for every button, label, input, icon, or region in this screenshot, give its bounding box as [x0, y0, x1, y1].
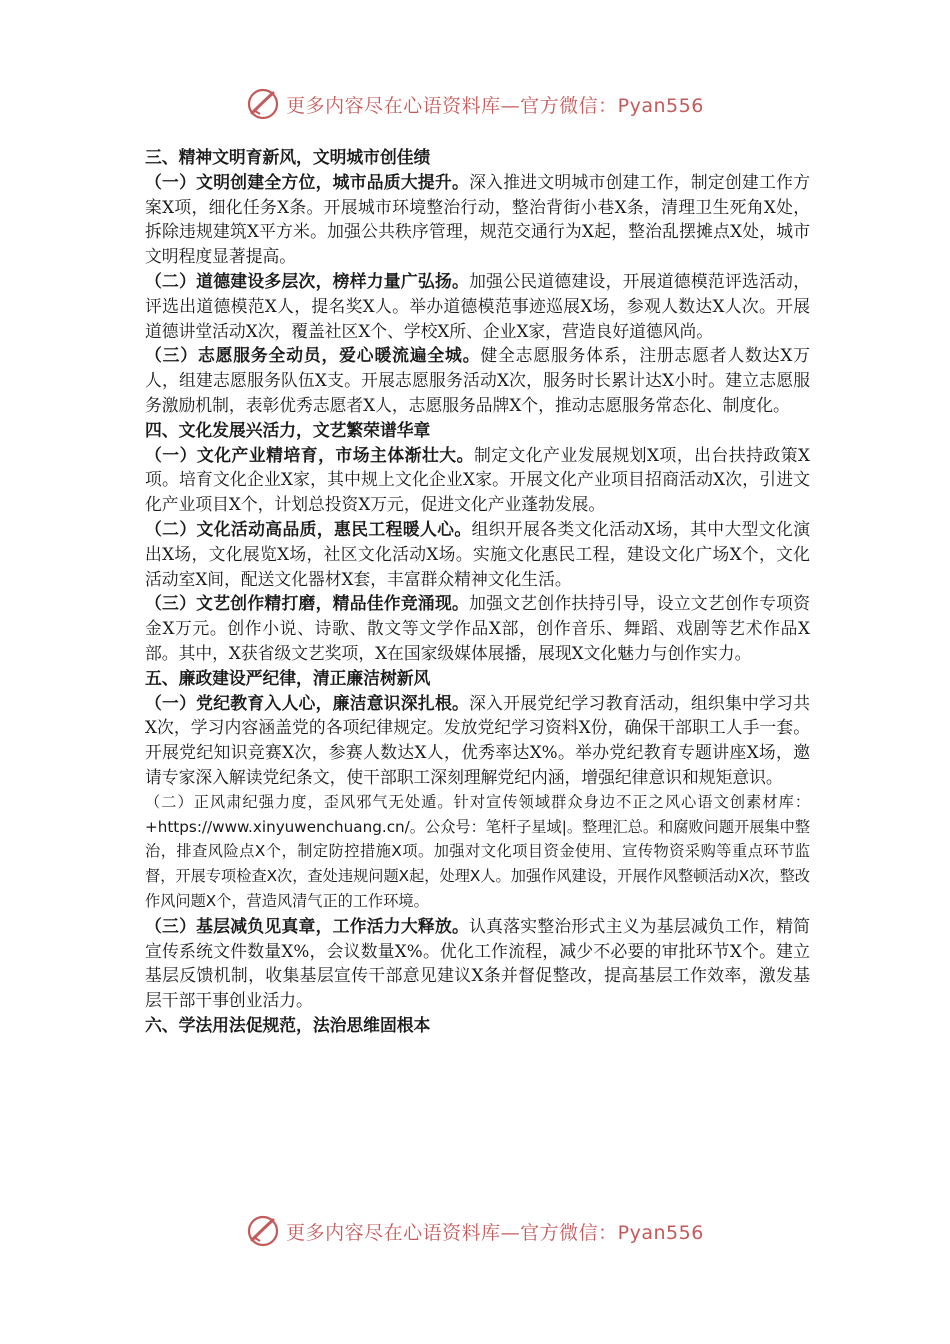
banner-text: 更多内容尽在心语资料库—官方微信：Pyan556 — [286, 94, 704, 117]
paragraph-lead: （一）文明创建全方位，城市品质大提升。 — [145, 171, 470, 192]
paragraph-body: 加强文艺创作扶持引导，设立文艺创作专项资金X万元。创作小说、诗歌、散文等文学作品X部，创作音乐、舞蹈、戏剧等艺术作品X部。其中，X获省级文艺奖项，X在国家级媒体展播，展现X文化魅力与创作实力。 — [145, 593, 810, 663]
section-heading: 五、廉政建设严纪律，清正廉洁树新风 — [145, 667, 431, 688]
paragraph — [145, 591, 810, 665]
paragraph — [145, 517, 810, 591]
wechat-id: Pyan556 — [617, 1221, 704, 1244]
pen-circle-logo-icon — [246, 1214, 280, 1248]
banner-text: 更多内容尽在心语资料库—官方微信：Pyan556 — [286, 1221, 704, 1244]
paragraph-body: 制定文化产业发展规划X项，出台扶持政策X项。培育文化企业X家，其中规上文化企业X家。开展文化产业项目招商活动X次，引进文化产业项目X个，计划总投资X万元，促进文化产业蓬勃发展。 — [145, 444, 810, 515]
wechat-id: Pyan556 — [617, 94, 704, 117]
section-heading: 六、学法用法促规范，法治思维固根本 — [145, 1014, 431, 1035]
paragraph — [145, 170, 810, 269]
paragraph-body: 加强公民道德建设，开展道德模范评选活动，评选出道德模范X人，提名奖X人。举办道德模范事迹巡展X场，参观人数达X人次。开展道德讲堂活动X次，覆盖社区X个、学校X所、企业X家，营造良好道德风尚。 — [145, 270, 810, 341]
paragraph-lead: （一）文化产业精培育，市场主体渐壮大。 — [145, 444, 474, 465]
paragraph-body: 组织开展各类文化活动X场，其中大型文化演出X场，文化展览X场，社区文化活动X场。实施文化惠民工程，建设文化广场X个，文化活动室X间，配送文化器材X套，丰富群众精神文化生活。 — [145, 518, 810, 589]
paragraph-lead: （三）志愿服务全动员，爱心暖流遍全城。 — [145, 345, 481, 366]
document-body — [145, 145, 810, 1038]
paragraph-lead: （一）党纪教育入人心，廉洁意识深扎根。 — [145, 692, 470, 713]
section-heading: 四、文化发展兴活力，文艺繁荣谱华章 — [145, 419, 431, 440]
paragraph — [145, 790, 810, 914]
pen-circle-logo-icon — [246, 87, 280, 121]
paragraph — [145, 914, 810, 1013]
footer-banner — [0, 1211, 950, 1251]
paragraph-body: 健全志愿服务体系，注册志愿者人数达X万人，组建志愿服务队伍X支。开展志愿服务活动X次，服务时长累计达X小时。建立志愿服务激励机制，表彰优秀志愿者X人，志愿服务品牌X个，推动志愿服务常态化、制度化。 — [145, 345, 810, 415]
paragraph-lead: （二）正风肃纪强力度，歪风邪气无处遁。 — [145, 792, 454, 811]
paragraph-body: 深入推进文明城市创建工作，制定创建工作方案X项，细化任务X条。开展城市环境整治行动，整治背街小巷X条，清理卫生死角X处，拆除违规建筑X平方米。加强公共秩序管理，规范交通行为X起，整治乱摆摊点X处，城市文明程度显著提高。 — [145, 171, 810, 267]
paragraph-lead: （二）道德建设多层次，榜样力量广弘扬。 — [145, 270, 470, 291]
paragraph-lead: （三）基层减负见真章，工作活力大释放。 — [145, 915, 470, 936]
paragraph — [145, 343, 810, 417]
paragraph-lead: （二）文化活动高品质，惠民工程暖人心。 — [145, 518, 472, 539]
paragraph-body: 深入开展党纪学习教育活动，组织集中学习共X次，学习内容涵盖党的各项纪律规定。发放党纪学习资料X份，确保干部职工人手一套。开展党纪知识竞赛X次，参赛人数达X人，优秀率达X%。举办党纪教育专题讲座X场，邀请专家深入解读党纪条文，使干部职工深刻理解党纪内涵，增强纪律意识和规矩意识。 — [145, 692, 810, 787]
paragraph-body: 针对宣传领域群众身边不正之风心语文创素材库：+https://www.xinyuwenchuang.cn/。公众号：笔杆子星域|。整理汇总。和腐败问题开展集中整治，排查风险点X个，制定防控措施X项。加强对文化项目资金使用、宣传物资采购等重点环节监督，开展专项检查X次，查处违规问题X起，处理X人。加强作风建设，开展作风整顿活动X次，整改作风问题X个，营造风清气正的工作环境。 — [145, 792, 811, 910]
section-heading: 三、精神文明育新风，文明城市创佳绩 — [145, 147, 431, 167]
paragraph — [145, 443, 810, 517]
paragraph-body: 认真落实整治形式主义为基层减负工作，精简宣传系统文件数量X%，会议数量X%。优化工作流程，减少不必要的审批环节X个。建立基层反馈机制，收集基层宣传干部意见建议X条并督促整改，提高基层工作效率，激发基层干部干事创业活力。 — [145, 915, 810, 1011]
paragraph — [145, 691, 810, 790]
header-banner — [0, 84, 950, 124]
paragraph — [145, 269, 810, 343]
paragraph-lead: （三）文艺创作精打磨，精品佳作竞涌现。 — [145, 593, 470, 614]
